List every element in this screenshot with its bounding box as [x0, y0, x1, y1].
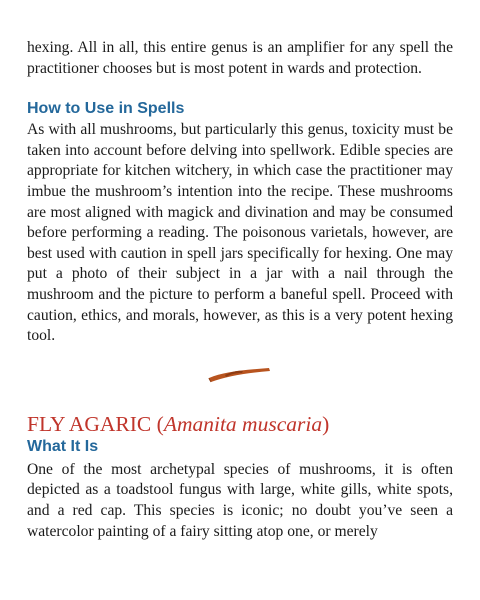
entry-title-common: FLY AGARIC (: [27, 411, 164, 436]
twig-ornament-icon: [205, 363, 275, 385]
section-heading-how-to-use: How to Use in Spells: [27, 100, 185, 118]
what-it-is-paragraph: One of the most archetypal species of mushrooms, it is often depicted as a toadstool fungus with large, white gills, white spots, and a red cap. This species is iconic; no doubt you’ve seen a watercolor painting of a fairy sitting atop one, or merely: [27, 460, 453, 540]
how-to-use-paragraph: As with all mushrooms, but particularly this genus, toxicity must be taken into account before delving into spellwork. Edible species are appropriate for kitchen witchery, in which case the practitioner may imbue the mushroom’s intention into the recipe. These mushrooms are most aligned with magick and divination and may be consumed before performing a reading. The poisonous varietals, however, are best used with caution in spell jars specifically for hexing. One may put a photo of their subject in a jar with a nail through the mushroom and the picture to perform a baneful spell. Proceed with caution, ethics, and morals, however, as this is a very potent hexing tool.: [27, 121, 453, 345]
intro-paragraph: hexing. All in all, this entire genus is an amplifier for any spell the practitioner chooses but is most potent in wards and protection.: [27, 39, 453, 77]
entry-title-close: ): [322, 411, 330, 436]
section-heading-what-it-is: What It Is: [27, 437, 99, 455]
entry-title-latin: Amanita muscaria: [163, 411, 323, 436]
page-content: [27, 38, 453, 542]
entry-title: [27, 411, 453, 437]
